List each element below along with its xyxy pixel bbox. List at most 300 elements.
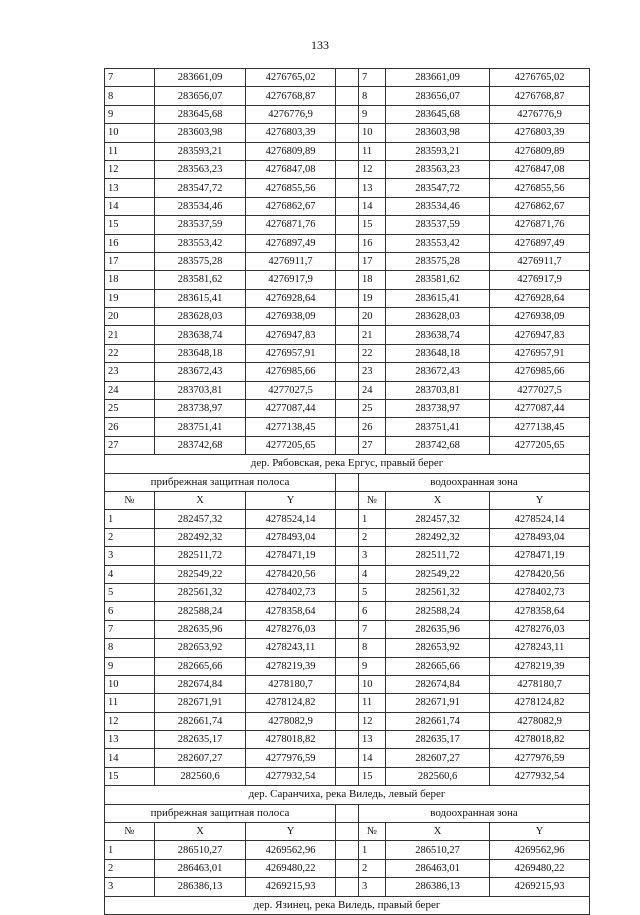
column-gap	[336, 252, 359, 270]
header-number: №	[359, 823, 386, 841]
point-number: 6	[105, 602, 155, 620]
y-coordinate: 4278082,9	[246, 712, 336, 730]
point-number: 18	[359, 271, 386, 289]
point-number: 7	[105, 69, 155, 87]
x-coordinate: 282607,27	[155, 749, 246, 767]
y-coordinate: 4277976,59	[246, 749, 336, 767]
column-gap	[336, 381, 359, 399]
y-coordinate: 4278420,56	[246, 565, 336, 583]
point-number: 9	[359, 105, 386, 123]
column-gap	[336, 308, 359, 326]
header-y: Y	[246, 823, 336, 841]
y-coordinate: 4276776,9	[490, 105, 590, 123]
header-x: X	[386, 491, 490, 509]
point-number: 12	[105, 712, 155, 730]
x-coordinate: 282511,72	[155, 547, 246, 565]
y-coordinate: 4278219,39	[246, 657, 336, 675]
x-coordinate: 286386,13	[155, 878, 246, 896]
header-number: №	[105, 823, 155, 841]
y-coordinate: 4277027,5	[246, 381, 336, 399]
x-coordinate: 282661,74	[155, 712, 246, 730]
y-coordinate: 4276809,89	[490, 142, 590, 160]
point-number: 15	[105, 216, 155, 234]
y-coordinate: 4276809,89	[246, 142, 336, 160]
x-coordinate: 282635,17	[155, 731, 246, 749]
point-number: 24	[359, 381, 386, 399]
y-coordinate: 4276917,9	[490, 271, 590, 289]
page-number: 133	[311, 38, 329, 52]
point-number: 1	[105, 510, 155, 528]
point-number: 7	[105, 620, 155, 638]
point-number: 16	[105, 234, 155, 252]
column-gap	[336, 859, 359, 877]
table-row	[105, 436, 590, 454]
point-number: 12	[359, 712, 386, 730]
x-coordinate: 282635,96	[155, 620, 246, 638]
point-number: 3	[359, 547, 386, 565]
point-number: 9	[359, 657, 386, 675]
point-number: 7	[359, 69, 386, 87]
y-coordinate: 4278358,64	[246, 602, 336, 620]
zone-right-title: водоохранная зона	[359, 473, 590, 491]
point-number: 25	[105, 400, 155, 418]
column-gap	[336, 271, 359, 289]
table-row	[105, 179, 590, 197]
column-gap	[336, 583, 359, 601]
column-gap	[336, 528, 359, 546]
x-coordinate: 283563,23	[155, 160, 246, 178]
x-coordinate: 286510,27	[386, 841, 490, 859]
y-coordinate: 4276765,02	[490, 69, 590, 87]
column-header-row	[105, 491, 590, 509]
point-number: 3	[105, 547, 155, 565]
point-number: 7	[359, 620, 386, 638]
point-number: 19	[105, 289, 155, 307]
column-gap	[336, 363, 359, 381]
coordinates-table	[104, 68, 590, 915]
column-gap	[336, 344, 359, 362]
table-row	[105, 87, 590, 105]
point-number: 25	[359, 400, 386, 418]
point-number: 23	[359, 363, 386, 381]
x-coordinate: 283742,68	[155, 436, 246, 454]
y-coordinate: 4276871,76	[490, 216, 590, 234]
point-number: 19	[359, 289, 386, 307]
x-coordinate: 283742,68	[386, 436, 490, 454]
y-coordinate: 4278402,73	[246, 583, 336, 601]
point-number: 6	[359, 602, 386, 620]
x-coordinate: 282671,91	[155, 694, 246, 712]
y-coordinate: 4269215,93	[490, 878, 590, 896]
point-number: 12	[105, 160, 155, 178]
point-number: 26	[105, 418, 155, 436]
section-title-row	[105, 455, 590, 473]
x-coordinate: 283615,41	[155, 289, 246, 307]
zone-header-row	[105, 804, 590, 822]
column-gap	[336, 712, 359, 730]
x-coordinate: 283537,59	[155, 216, 246, 234]
y-coordinate: 4278358,64	[490, 602, 590, 620]
y-coordinate: 4277138,45	[246, 418, 336, 436]
x-coordinate: 283638,74	[386, 326, 490, 344]
point-number: 18	[105, 271, 155, 289]
column-gap	[336, 234, 359, 252]
y-coordinate: 4276985,66	[246, 363, 336, 381]
column-gap	[336, 87, 359, 105]
x-coordinate: 283628,03	[386, 308, 490, 326]
table-row	[105, 381, 590, 399]
column-gap	[336, 105, 359, 123]
table-row	[105, 620, 590, 638]
point-number: 3	[359, 878, 386, 896]
y-coordinate: 4278082,9	[490, 712, 590, 730]
y-coordinate: 4269562,96	[246, 841, 336, 859]
point-number: 2	[105, 859, 155, 877]
y-coordinate: 4276911,7	[490, 252, 590, 270]
header-number: №	[105, 491, 155, 509]
point-number: 4	[359, 565, 386, 583]
point-number: 2	[359, 528, 386, 546]
x-coordinate: 282653,92	[155, 639, 246, 657]
x-coordinate: 283703,81	[155, 381, 246, 399]
point-number: 16	[359, 234, 386, 252]
point-number: 20	[105, 308, 155, 326]
table-row	[105, 308, 590, 326]
y-coordinate: 4278243,11	[490, 639, 590, 657]
y-coordinate: 4276938,09	[246, 308, 336, 326]
y-coordinate: 4276765,02	[246, 69, 336, 87]
x-coordinate: 283648,18	[386, 344, 490, 362]
point-number: 5	[105, 583, 155, 601]
y-coordinate: 4276803,39	[490, 124, 590, 142]
point-number: 10	[105, 124, 155, 142]
column-gap	[336, 694, 359, 712]
y-coordinate: 4277087,44	[490, 400, 590, 418]
y-coordinate: 4276957,91	[490, 344, 590, 362]
x-coordinate: 283751,41	[155, 418, 246, 436]
table-row	[105, 271, 590, 289]
column-gap	[336, 124, 359, 142]
table-row	[105, 694, 590, 712]
zone-right-title: водоохранная зона	[359, 804, 590, 822]
x-coordinate: 283537,59	[386, 216, 490, 234]
x-coordinate: 282560,6	[155, 767, 246, 785]
point-number: 21	[359, 326, 386, 344]
column-gap	[336, 510, 359, 528]
x-coordinate: 283638,74	[155, 326, 246, 344]
point-number: 9	[105, 657, 155, 675]
y-coordinate: 4276911,7	[246, 252, 336, 270]
x-coordinate: 283661,09	[386, 69, 490, 87]
point-number: 12	[359, 160, 386, 178]
x-coordinate: 282661,74	[386, 712, 490, 730]
point-number: 2	[359, 859, 386, 877]
table-row	[105, 749, 590, 767]
point-number: 26	[359, 418, 386, 436]
x-coordinate: 282561,32	[155, 583, 246, 601]
table-row	[105, 252, 590, 270]
y-coordinate: 4276985,66	[490, 363, 590, 381]
point-number: 13	[359, 731, 386, 749]
table-row	[105, 712, 590, 730]
x-coordinate: 283593,21	[386, 142, 490, 160]
y-coordinate: 4276847,08	[246, 160, 336, 178]
point-number: 27	[359, 436, 386, 454]
table-row	[105, 216, 590, 234]
point-number: 17	[105, 252, 155, 270]
table-row	[105, 767, 590, 785]
y-coordinate: 4276917,9	[246, 271, 336, 289]
y-coordinate: 4276928,64	[246, 289, 336, 307]
table-row	[105, 675, 590, 693]
x-coordinate: 282492,32	[386, 528, 490, 546]
y-coordinate: 4276957,91	[246, 344, 336, 362]
x-coordinate: 282635,17	[386, 731, 490, 749]
column-gap	[336, 639, 359, 657]
table-row	[105, 602, 590, 620]
point-number: 14	[359, 749, 386, 767]
point-number: 8	[359, 87, 386, 105]
y-coordinate: 4276947,83	[490, 326, 590, 344]
x-coordinate: 282457,32	[386, 510, 490, 528]
point-number: 8	[359, 639, 386, 657]
point-number: 24	[105, 381, 155, 399]
point-number: 27	[105, 436, 155, 454]
y-coordinate: 4276938,09	[490, 308, 590, 326]
x-coordinate: 283581,62	[386, 271, 490, 289]
point-number: 17	[359, 252, 386, 270]
x-coordinate: 283575,28	[386, 252, 490, 270]
y-coordinate: 4278219,39	[490, 657, 590, 675]
x-coordinate: 283603,98	[386, 124, 490, 142]
x-coordinate: 282674,84	[155, 675, 246, 693]
column-gap	[336, 749, 359, 767]
point-number: 13	[359, 179, 386, 197]
column-gap	[336, 620, 359, 638]
x-coordinate: 282492,32	[155, 528, 246, 546]
x-coordinate: 283656,07	[386, 87, 490, 105]
x-coordinate: 283648,18	[155, 344, 246, 362]
point-number: 21	[105, 326, 155, 344]
column-gap	[336, 841, 359, 859]
y-coordinate: 4277932,54	[246, 767, 336, 785]
y-coordinate: 4278018,82	[490, 731, 590, 749]
x-coordinate: 282588,24	[386, 602, 490, 620]
column-gap	[336, 160, 359, 178]
column-gap	[336, 547, 359, 565]
x-coordinate: 282588,24	[155, 602, 246, 620]
x-coordinate: 283703,81	[386, 381, 490, 399]
x-coordinate: 282560,6	[386, 767, 490, 785]
column-gap	[336, 197, 359, 215]
table-row	[105, 418, 590, 436]
y-coordinate: 4278243,11	[246, 639, 336, 657]
y-coordinate: 4276803,39	[246, 124, 336, 142]
y-coordinate: 4276768,87	[490, 87, 590, 105]
table-row	[105, 197, 590, 215]
column-gap	[336, 436, 359, 454]
y-coordinate: 4276776,9	[246, 105, 336, 123]
zone-header-row	[105, 473, 590, 491]
point-number: 1	[359, 510, 386, 528]
point-number: 11	[359, 142, 386, 160]
point-number: 11	[359, 694, 386, 712]
point-number: 22	[359, 344, 386, 362]
column-header-row	[105, 823, 590, 841]
column-gap	[336, 400, 359, 418]
y-coordinate: 4278124,82	[490, 694, 590, 712]
x-coordinate: 283645,68	[386, 105, 490, 123]
header-y: Y	[490, 823, 590, 841]
x-coordinate: 282665,66	[155, 657, 246, 675]
header-y: Y	[490, 491, 590, 509]
y-coordinate: 4276862,67	[490, 197, 590, 215]
header-x: X	[386, 823, 490, 841]
column-gap	[336, 657, 359, 675]
column-gap	[336, 418, 359, 436]
y-coordinate: 4277205,65	[490, 436, 590, 454]
x-coordinate: 283628,03	[155, 308, 246, 326]
x-coordinate: 286386,13	[386, 878, 490, 896]
x-coordinate: 283553,42	[386, 234, 490, 252]
column-gap	[336, 675, 359, 693]
table-row	[105, 528, 590, 546]
y-coordinate: 4277976,59	[490, 749, 590, 767]
column-gap	[336, 602, 359, 620]
table-row	[105, 400, 590, 418]
x-coordinate: 282674,84	[386, 675, 490, 693]
x-coordinate: 286463,01	[386, 859, 490, 877]
x-coordinate: 282561,32	[386, 583, 490, 601]
y-coordinate: 4276928,64	[490, 289, 590, 307]
y-coordinate: 4278471,19	[246, 547, 336, 565]
y-coordinate: 4269215,93	[246, 878, 336, 896]
table-row	[105, 69, 590, 87]
point-number: 1	[105, 841, 155, 859]
point-number: 15	[105, 767, 155, 785]
point-number: 10	[359, 675, 386, 693]
y-coordinate: 4276855,56	[490, 179, 590, 197]
table-row	[105, 326, 590, 344]
header-number: №	[359, 491, 386, 509]
column-gap	[336, 804, 359, 822]
point-number: 15	[359, 767, 386, 785]
x-coordinate: 282671,91	[386, 694, 490, 712]
table-row	[105, 547, 590, 565]
point-number: 22	[105, 344, 155, 362]
x-coordinate: 282549,22	[155, 565, 246, 583]
point-number: 13	[105, 179, 155, 197]
y-coordinate: 4277205,65	[246, 436, 336, 454]
x-coordinate: 283738,97	[386, 400, 490, 418]
table-row	[105, 878, 590, 896]
table-row	[105, 160, 590, 178]
y-coordinate: 4278018,82	[246, 731, 336, 749]
x-coordinate: 283534,46	[155, 197, 246, 215]
section-title: дер. Язинец, река Виледь, правый берег	[105, 896, 590, 914]
header-x: X	[155, 491, 246, 509]
section-title-row	[105, 896, 590, 914]
x-coordinate: 283581,62	[155, 271, 246, 289]
y-coordinate: 4269480,22	[246, 859, 336, 877]
table-row	[105, 510, 590, 528]
y-coordinate: 4276862,67	[246, 197, 336, 215]
x-coordinate: 283672,43	[386, 363, 490, 381]
table-row	[105, 363, 590, 381]
y-coordinate: 4276947,83	[246, 326, 336, 344]
y-coordinate: 4278276,03	[246, 620, 336, 638]
y-coordinate: 4278180,7	[490, 675, 590, 693]
table-row	[105, 124, 590, 142]
table-row	[105, 105, 590, 123]
section-title: дер. Рябовская, река Ергус, правый берег	[105, 455, 590, 473]
y-coordinate: 4278180,7	[246, 675, 336, 693]
x-coordinate: 283534,46	[386, 197, 490, 215]
x-coordinate: 283593,21	[155, 142, 246, 160]
section-title-row	[105, 786, 590, 804]
x-coordinate: 283615,41	[386, 289, 490, 307]
table-row	[105, 841, 590, 859]
point-number: 10	[105, 675, 155, 693]
x-coordinate: 286510,27	[155, 841, 246, 859]
section-title: дер. Саранчиха, река Виледь, левый берег	[105, 786, 590, 804]
column-gap	[336, 289, 359, 307]
column-gap	[336, 565, 359, 583]
y-coordinate: 4276871,76	[246, 216, 336, 234]
x-coordinate: 282457,32	[155, 510, 246, 528]
point-number: 23	[105, 363, 155, 381]
x-coordinate: 283738,97	[155, 400, 246, 418]
x-coordinate: 283603,98	[155, 124, 246, 142]
x-coordinate: 283656,07	[155, 87, 246, 105]
table-row	[105, 731, 590, 749]
y-coordinate: 4278276,03	[490, 620, 590, 638]
x-coordinate: 282653,92	[386, 639, 490, 657]
point-number: 5	[359, 583, 386, 601]
column-gap	[336, 473, 359, 491]
table-row	[105, 657, 590, 675]
y-coordinate: 4278124,82	[246, 694, 336, 712]
y-coordinate: 4276897,49	[490, 234, 590, 252]
point-number: 8	[105, 639, 155, 657]
y-coordinate: 4278524,14	[246, 510, 336, 528]
table-row	[105, 234, 590, 252]
table-row	[105, 289, 590, 307]
x-coordinate: 283547,72	[155, 179, 246, 197]
y-coordinate: 4276855,56	[246, 179, 336, 197]
y-coordinate: 4269480,22	[490, 859, 590, 877]
x-coordinate: 283575,28	[155, 252, 246, 270]
point-number: 14	[359, 197, 386, 215]
coordinates-document	[104, 68, 589, 915]
y-coordinate: 4277932,54	[490, 767, 590, 785]
x-coordinate: 286463,01	[155, 859, 246, 877]
point-number: 14	[105, 749, 155, 767]
x-coordinate: 282607,27	[386, 749, 490, 767]
y-coordinate: 4278471,19	[490, 547, 590, 565]
x-coordinate: 282511,72	[386, 547, 490, 565]
y-coordinate: 4277087,44	[246, 400, 336, 418]
x-coordinate: 283661,09	[155, 69, 246, 87]
point-number: 14	[105, 197, 155, 215]
column-gap	[336, 878, 359, 896]
x-coordinate: 283547,72	[386, 179, 490, 197]
point-number: 4	[105, 565, 155, 583]
column-gap	[336, 767, 359, 785]
point-number: 11	[105, 694, 155, 712]
column-gap	[336, 179, 359, 197]
table-row	[105, 142, 590, 160]
